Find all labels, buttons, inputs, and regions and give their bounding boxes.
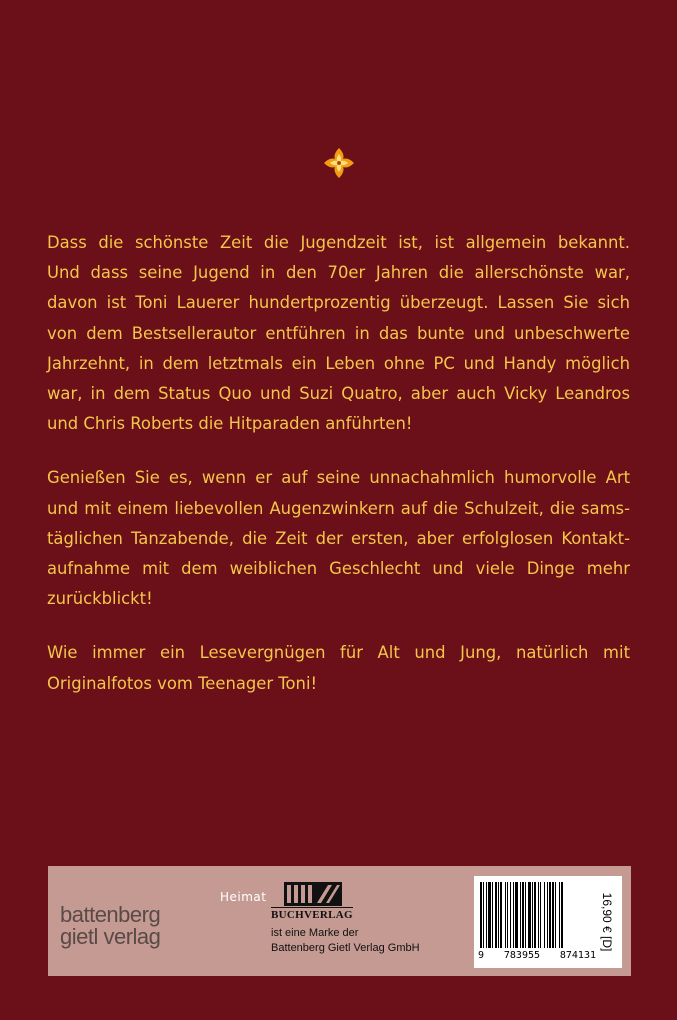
barcode-bar — [507, 882, 508, 948]
barcode-bar — [500, 882, 502, 948]
barcode-bar — [495, 882, 497, 948]
text-line: täglichen Tanzabende, die Zeit der ersten, aber erfolglosen Kontakt- — [47, 528, 630, 548]
text-line: Genießen Sie es, wenn er auf seine unnachahmlich humorvolle Art — [47, 468, 630, 488]
text-line: aufnahme mit dem weiblichen Geschlecht und viele Dinge mehr — [47, 559, 630, 579]
barcode-bar — [532, 882, 533, 948]
text-line: davon ist Toni Lauerer hundertprozentig überzeugt. Lassen Sie sich — [47, 293, 630, 313]
blurb-text — [47, 228, 630, 723]
barcode-bar — [561, 882, 563, 948]
barcode-bar — [515, 882, 518, 948]
barcode-bar — [552, 882, 554, 948]
publisher-note — [271, 926, 420, 956]
barcode-bar — [488, 882, 491, 948]
barcode-bar — [510, 882, 511, 948]
brand-heimat-label: Heimat — [220, 890, 267, 904]
publisher-note-line2: Battenberg Gietl Verlag GmbH — [271, 942, 420, 954]
barcode-bar — [492, 882, 493, 948]
barcode-bar — [538, 882, 539, 948]
barcode-bar — [559, 882, 560, 948]
isbn-prefix: 9 — [478, 950, 485, 961]
flower-ornament-icon — [322, 146, 356, 180]
barcode-bar — [540, 882, 541, 948]
barcode-bar — [486, 882, 487, 948]
blurb-paragraph-3 — [47, 638, 630, 698]
isbn-group-2: 874131 — [559, 950, 596, 961]
text-line: zurückblickt! — [47, 589, 153, 609]
barcode-bar — [525, 882, 526, 948]
publisher-note-line1: ist eine Marke der — [271, 927, 359, 939]
isbn-digits — [478, 950, 596, 961]
barcode-bar — [547, 882, 548, 948]
text-line: Wie immer ein Lesevergnügen für Alt und Jung, natürlich mit — [47, 643, 630, 663]
barcode-bar — [513, 882, 514, 948]
barcode-bar — [505, 882, 506, 948]
blurb-paragraph-2 — [47, 463, 630, 614]
barcode-bar — [520, 882, 521, 948]
text-line: Jahrzehnt, in dem letztmals ein Leben ohne PC und Handy möglich — [47, 353, 630, 373]
isbn-group-1: 783955 — [503, 950, 541, 961]
text-line: Originalfotos vom Teenager Toni! — [47, 673, 318, 693]
text-line: war, in dem Status Quo und Suzi Quatro, aber auch Vicky Leandros — [47, 384, 630, 404]
barcode-icon — [478, 882, 598, 950]
text-line: Dass die schönste Zeit die Jugendzeit ist, ist allgemein bekannt. — [47, 233, 630, 252]
publisher-name: BUCHVERLAG — [271, 909, 353, 921]
footer-band — [48, 866, 631, 976]
mz-logo-icon — [284, 882, 342, 906]
price-label: 16,90 € [D] — [600, 892, 614, 952]
text-line: und mit einem liebevollen Augenzwinkern auf die Schulzeit, die sams- — [47, 498, 630, 518]
brand-name-line1: battenberg — [60, 902, 161, 927]
barcode-bar — [555, 882, 556, 948]
barcode-bar — [544, 882, 545, 948]
barcode-bar — [498, 882, 499, 948]
text-line: und Chris Roberts die Hitparaden anführten! — [47, 414, 413, 434]
barcode-bar — [528, 882, 531, 948]
blurb-paragraph-1 — [47, 228, 630, 439]
text-line: von dem Bestsellerautor entführen in das bunte und unbeschwerte — [47, 323, 630, 343]
brand-name-line2: gietl verlag — [60, 924, 161, 949]
barcode-box — [474, 876, 622, 968]
barcode-bar — [534, 882, 536, 948]
barcode-bar — [480, 882, 482, 948]
barcode-bar — [483, 882, 484, 948]
barcode-bar — [549, 882, 551, 948]
text-line: Und dass seine Jugend in den 70er Jahren die allerschönste war, — [47, 263, 630, 283]
barcode-bar — [522, 882, 524, 948]
